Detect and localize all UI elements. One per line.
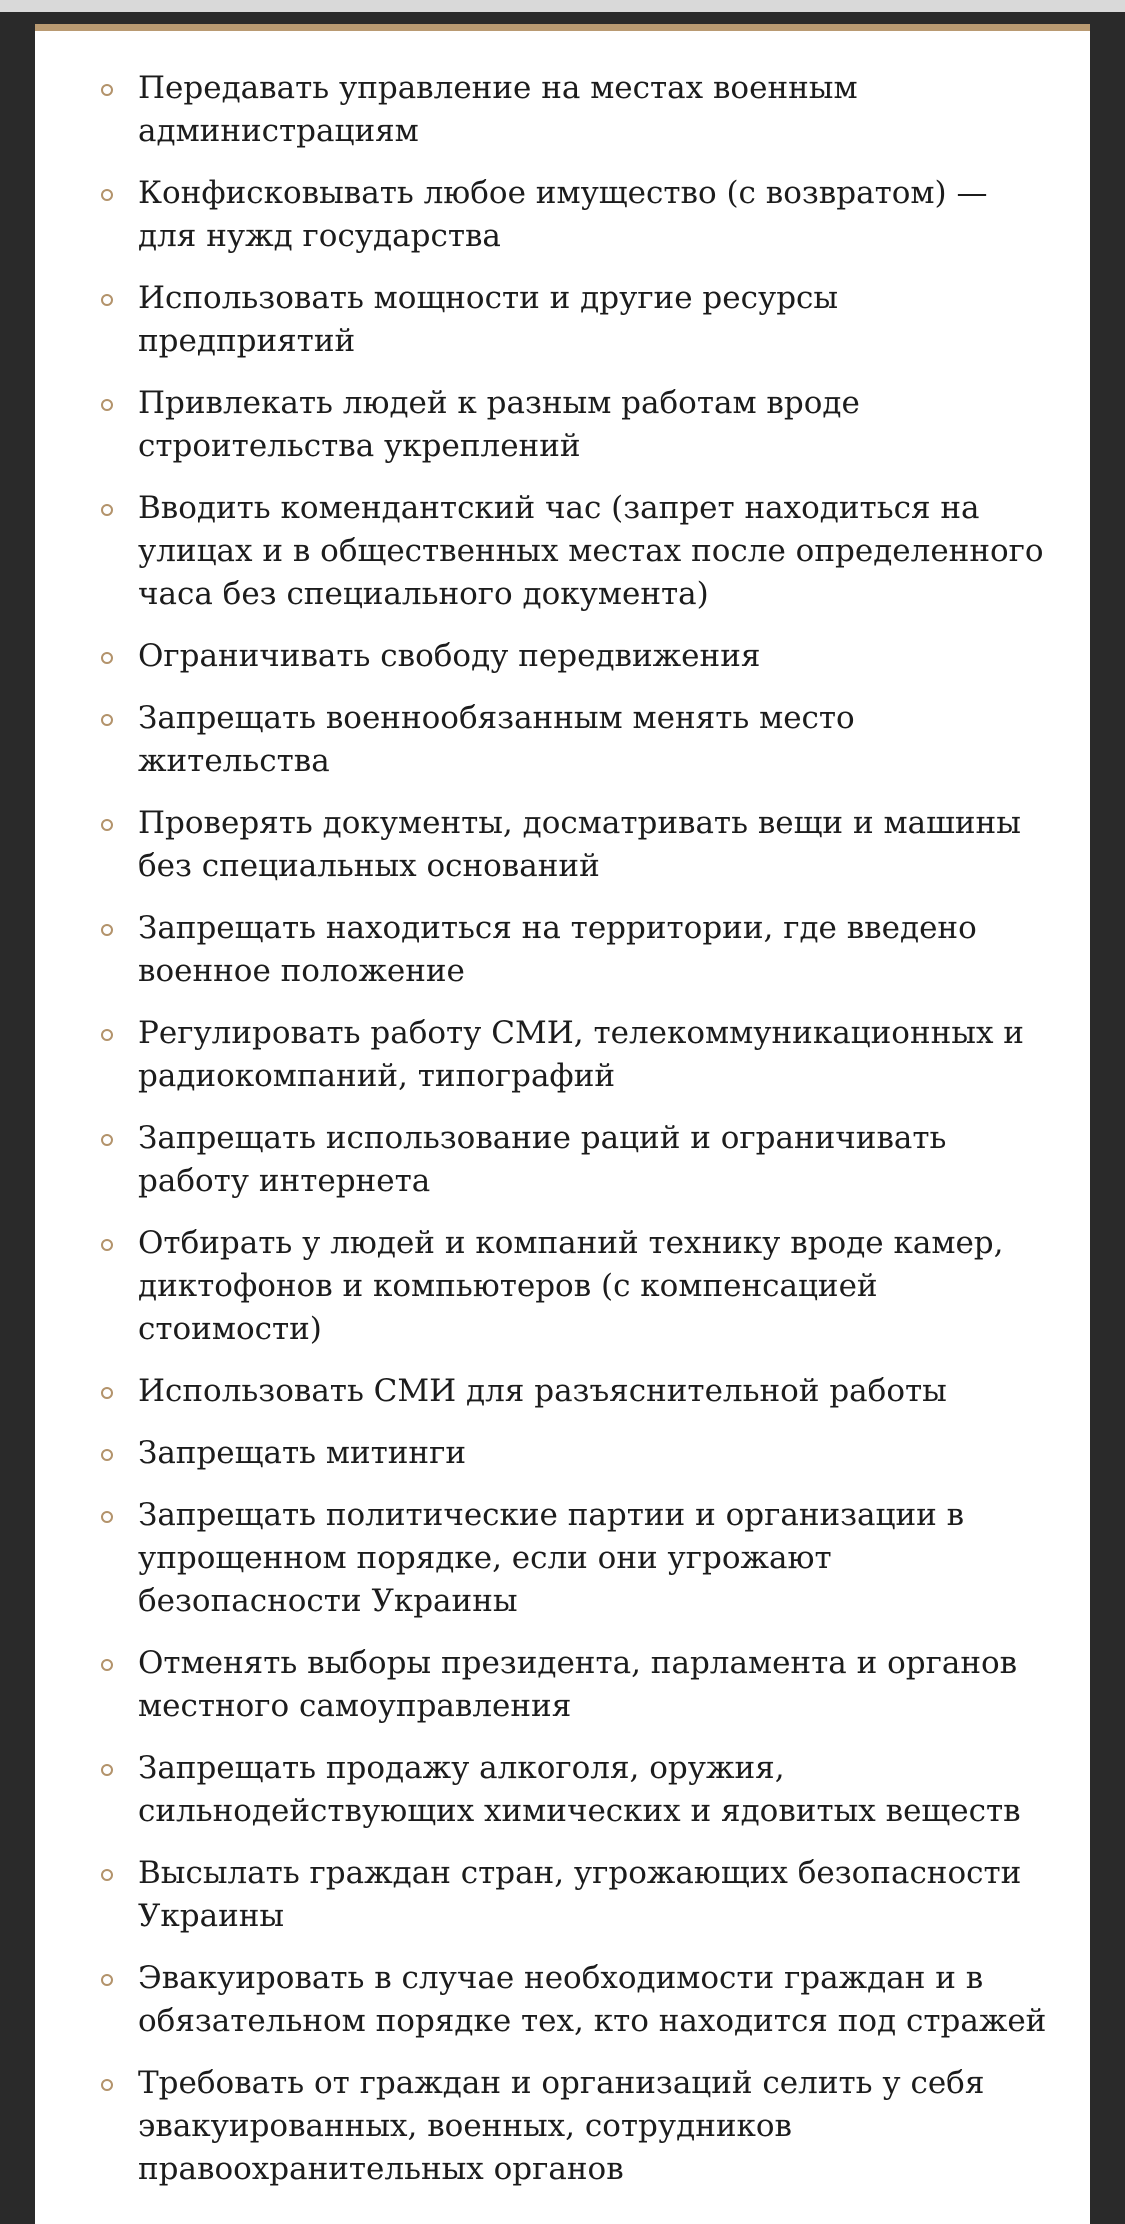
article-card [35, 24, 1090, 2224]
list-item [35, 382, 1050, 468]
list-item [35, 1642, 1050, 1728]
list-item [35, 487, 1050, 616]
list-item [35, 1494, 1050, 1623]
list-item [35, 802, 1050, 888]
list-item-text: Проверять документы, досматривать вещи и машины без специальных оснований [138, 805, 1021, 884]
bullet-circle-icon [101, 714, 113, 726]
powers-list [35, 31, 1090, 2191]
list-item-text: Запрещать военнообязанным менять место жительства [138, 700, 855, 779]
bullet-circle-icon [101, 652, 113, 664]
bullet-circle-icon [101, 1511, 113, 1523]
bullet-circle-icon [101, 189, 113, 201]
bullet-circle-icon [101, 1029, 113, 1041]
bullet-circle-icon [101, 1387, 113, 1399]
bullet-circle-icon [101, 1239, 113, 1251]
list-item-text: Конфисковывать любое имущество (с возвратом) — для нужд государства [138, 175, 988, 254]
list-item [35, 172, 1050, 258]
bullet-circle-icon [101, 2079, 113, 2091]
list-item-text: Использовать СМИ для разъяснительной работы [138, 1373, 947, 1409]
list-item [35, 277, 1050, 363]
list-item [35, 697, 1050, 783]
list-item [35, 2062, 1050, 2191]
list-item-text: Привлекать людей к разным работам вроде строительства укреплений [138, 385, 860, 464]
list-item-text: Высылать граждан стран, угрожающих безопасности Украины [138, 1855, 1022, 1934]
bullet-circle-icon [101, 1764, 113, 1776]
list-item [35, 1432, 1050, 1475]
list-item [35, 1747, 1050, 1833]
bullet-circle-icon [101, 924, 113, 936]
list-item-text: Запрещать использование раций и ограничивать работу интернета [138, 1120, 947, 1199]
list-item [35, 1012, 1050, 1098]
list-item [35, 1222, 1050, 1351]
list-item-text: Требовать от граждан и организаций селить у себя эвакуированных, военных, сотрудников правоохранительных органов [138, 2065, 985, 2187]
list-item [35, 1852, 1050, 1938]
bullet-circle-icon [101, 1449, 113, 1461]
list-item-text: Запрещать митинги [138, 1435, 466, 1471]
list-item [35, 1117, 1050, 1203]
list-item [35, 907, 1050, 993]
list-item-text: Отбирать у людей и компаний технику вроде камер, диктофонов и компьютеров (с компенсацией стоимости) [138, 1225, 1004, 1347]
top-bar [0, 0, 1125, 12]
list-item-text: Запрещать находиться на территории, где введено военное положение [138, 910, 977, 989]
bullet-circle-icon [101, 84, 113, 96]
bullet-circle-icon [101, 1134, 113, 1146]
bullet-circle-icon [101, 1659, 113, 1671]
list-item-text: Отменять выборы президента, парламента и органов местного самоуправления [138, 1645, 1018, 1724]
list-item [35, 67, 1050, 153]
bullet-circle-icon [101, 399, 113, 411]
list-item-text: Эвакуировать в случае необходимости граждан и в обязательном порядке тех, кто находится под стражей [138, 1960, 1047, 2039]
list-item-text: Вводить комендантский час (запрет находиться на улицах и в общественных местах после определенного часа без специального документа) [138, 490, 1044, 612]
bullet-circle-icon [101, 1869, 113, 1881]
bullet-circle-icon [101, 819, 113, 831]
list-item-text: Запрещать продажу алкоголя, оружия, сильнодействующих химических и ядовитых веществ [138, 1750, 1021, 1829]
list-item-text: Запрещать политические партии и организации в упрощенном порядке, если они угрожают безопасности Украины [138, 1497, 965, 1619]
list-item [35, 1957, 1050, 2043]
bullet-circle-icon [101, 1974, 113, 1986]
list-item-text: Использовать мощности и другие ресурсы предприятий [138, 280, 839, 359]
list-item-text: Ограничивать свободу передвижения [138, 638, 761, 674]
list-item-text: Регулировать работу СМИ, телекоммуникационных и радиокомпаний, типографий [138, 1015, 1024, 1094]
bullet-circle-icon [101, 294, 113, 306]
list-item [35, 1370, 1050, 1413]
bullet-circle-icon [101, 504, 113, 516]
list-item [35, 635, 1050, 678]
list-item-text: Передавать управление на местах военным администрациям [138, 70, 858, 149]
